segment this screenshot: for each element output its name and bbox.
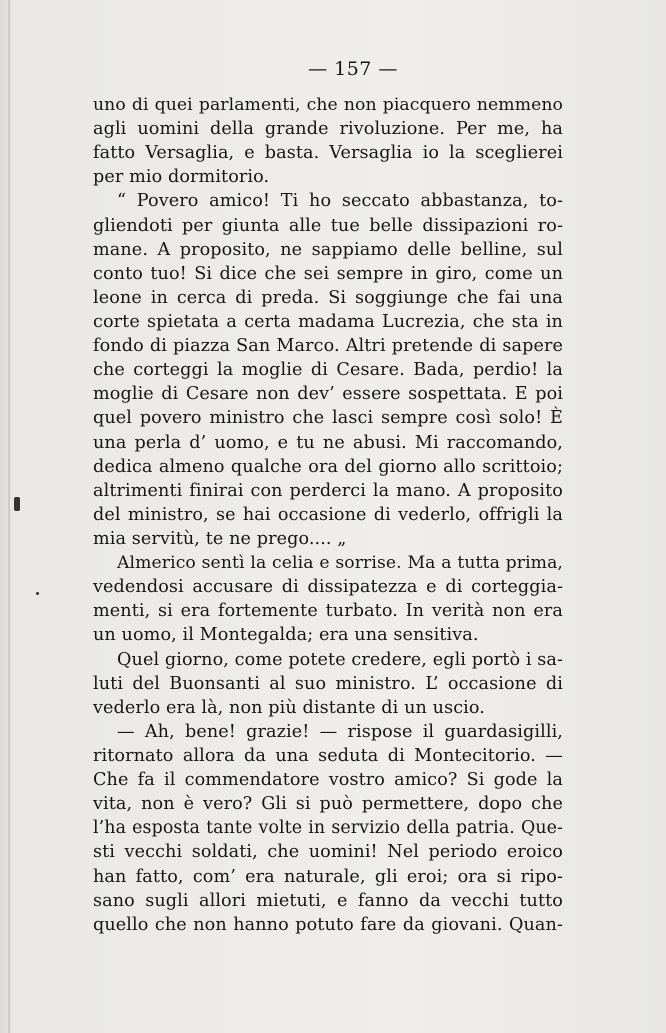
text-line: mane. A proposito, ne sappiamo delle belline, sul	[93, 239, 563, 260]
text-line: “ Povero amico! Ti ho seccato abbastanza, to-	[117, 191, 563, 212]
text-line: altrimenti finirai con perderci la mano. A proposito	[93, 480, 563, 501]
margin-speck	[14, 497, 20, 511]
text-line: han fatto, com’ era naturale, gli eroi; ora si ripo-	[93, 866, 563, 887]
page-number-header	[0, 58, 666, 80]
text-line: agli uomini della grande rivoluzione. Per me, ha	[93, 119, 563, 140]
text-line: che corteggi la moglie di Cesare. Bada, perdio! la	[93, 360, 563, 381]
text-line: quello che non hanno potuto fare da giovani. Quan-	[93, 914, 563, 935]
text-line: quel povero ministro che lasci sempre così solo! È	[93, 408, 563, 429]
text-line: vederlo era là, non più distante di un uscio.	[93, 697, 485, 718]
text-line: ritornato allora da una seduta di Montecitorio. —	[93, 745, 563, 766]
text-line: una perla d’ uomo, e tu ne abusi. Mi raccomando,	[93, 432, 563, 453]
margin-speck	[36, 592, 39, 595]
page-gutter-shadow	[8, 0, 10, 1033]
text-line: sano sugli allori mietuti, e fanno da vecchi tutto	[93, 890, 563, 911]
text-line: vedendosi accusare di dissipatezza e di corteggia-	[93, 577, 563, 598]
text-line: l’ha esposta tante volte in servizio della patria. Que-	[93, 818, 563, 839]
text-line: sti vecchi soldati, che uomini! Nel periodo eroico	[93, 842, 563, 863]
text-line: fondo di piazza San Marco. Altri pretende di sapere	[93, 336, 563, 357]
text-line: — Ah, bene! grazie! — rispose il guardasigilli,	[117, 721, 563, 742]
text-line: fatto Versaglia, e basta. Versaglia io la sceglierei	[93, 143, 563, 164]
text-line: un uomo, il Montegalda; era una sensitiva.	[93, 625, 479, 646]
text-line: del ministro, se hai occasione di vederlo, offrigli la	[93, 504, 563, 525]
text-line: dedica almeno qualche ora del giorno allo scrittoio;	[93, 456, 563, 477]
page-number: — 157 —	[308, 58, 398, 80]
text-line: moglie di Cesare non dev’ essere sospettata. E poi	[93, 384, 563, 405]
text-line: gliendoti per giunta alle tue belle dissipazioni ro-	[93, 215, 563, 236]
text-line: luti del Buonsanti al suo ministro. L’ occasione di	[93, 673, 563, 694]
text-line: conto tuo! Si dice che sei sempre in giro, come un	[93, 263, 563, 284]
text-line: leone in cerca di preda. Si soggiunge che fai una	[93, 287, 563, 308]
text-line: Che fa il commendatore vostro amico? Si gode la	[93, 770, 563, 791]
body-text	[93, 93, 563, 937]
text-line: uno di quei parlamenti, che non piacquero nemmeno	[93, 95, 563, 115]
text-line: per mio dormitorio.	[93, 167, 270, 188]
text-line: Quel giorno, come potete credere, egli portò i sa-	[117, 649, 564, 670]
text-line: vita, non è vero? Gli si può permettere, dopo che	[93, 794, 563, 815]
text-line: menti, si era fortemente turbato. In verità non era	[93, 601, 563, 622]
text-line: Almerico sentì la celia e sorrise. Ma a tutta prima,	[117, 553, 563, 574]
text-line: mia servitù, te ne prego.... „	[93, 528, 347, 549]
text-line: corte spietata a certa madama Lucrezia, che sta in	[93, 311, 563, 332]
